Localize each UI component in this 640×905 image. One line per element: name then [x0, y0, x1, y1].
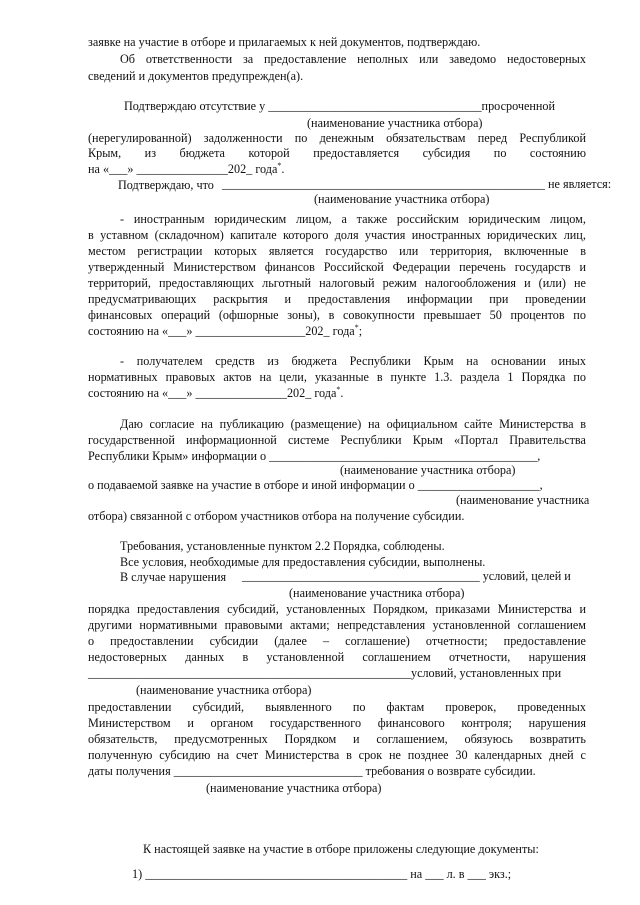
word: (или) — [538, 276, 566, 290]
field-caption: (наименование участника отбора) — [314, 192, 490, 206]
word: льготный — [262, 276, 311, 290]
word: выявленного — [265, 700, 332, 714]
word: которых — [214, 244, 258, 258]
word: по — [573, 308, 586, 322]
word: предоставления — [137, 602, 220, 616]
word: предоставление — [503, 634, 586, 648]
word: субсидия — [422, 146, 471, 160]
word: Российской — [323, 260, 384, 274]
text-line — [120, 354, 586, 369]
word: публикацию — [219, 417, 284, 431]
word: 1 — [507, 370, 514, 384]
word: субсидий, — [192, 700, 245, 714]
word: не — [389, 748, 401, 762]
word: информации — [406, 292, 473, 306]
text-line: _______________________________________ условий, целей и — [242, 569, 571, 583]
word: полученную — [88, 748, 153, 762]
text-line — [120, 212, 586, 227]
word: задолженности — [203, 131, 283, 145]
word: проведенных — [517, 700, 586, 714]
word: юридическим — [468, 212, 541, 226]
text-line — [88, 634, 586, 649]
word: совокупности — [342, 308, 415, 322]
word: цели, — [279, 370, 307, 384]
word: при — [489, 292, 509, 306]
word: нарушения — [528, 716, 586, 730]
word: нормативных — [88, 370, 158, 384]
word: по — [294, 131, 308, 145]
word: соглашением, — [376, 732, 448, 746]
word: проведении — [525, 292, 586, 306]
text-line — [88, 370, 586, 385]
word: в — [242, 650, 249, 664]
word: календарных — [474, 748, 543, 762]
word: на — [259, 370, 272, 384]
word: перечень — [459, 260, 506, 274]
word: является — [268, 244, 314, 258]
word: другими — [88, 618, 132, 632]
word: включенные — [503, 244, 569, 258]
text-line — [88, 602, 586, 617]
word: и — [187, 716, 194, 730]
word: «Портал — [454, 433, 499, 447]
word: пункте — [390, 370, 427, 384]
word: режим — [382, 276, 417, 290]
word: в — [328, 308, 335, 322]
text-line: К настоящей заявке на участие в отборе приложены следующие документы: — [143, 842, 539, 856]
word: информационной — [186, 433, 277, 447]
word: в — [346, 748, 352, 762]
word: за — [242, 52, 254, 66]
word: отчетности, — [449, 650, 511, 664]
text-line — [88, 716, 586, 731]
word: которой — [248, 146, 290, 160]
word: актами; — [289, 618, 330, 632]
text-line — [88, 244, 586, 259]
word: Об — [120, 52, 136, 66]
word: состоянию — [529, 146, 586, 160]
word: Министерством — [173, 260, 256, 274]
word: по — [352, 700, 366, 714]
word: нормативными — [139, 618, 218, 632]
field-caption: (наименование участника отбора) — [340, 463, 516, 477]
word: Крым — [412, 433, 443, 447]
word: не — [573, 276, 586, 290]
word: указанные — [314, 370, 369, 384]
word: основании — [490, 354, 546, 368]
word: субсидии — [209, 634, 259, 648]
word: также — [356, 212, 388, 226]
word: процентов — [510, 308, 565, 322]
word: иных — [558, 354, 586, 368]
field-caption: (наименование участника отбора) — [307, 116, 483, 130]
text-line — [88, 650, 586, 665]
word: на — [367, 417, 380, 431]
word: недостоверных — [506, 52, 586, 66]
word: государств — [514, 260, 571, 274]
word: налогообложения — [424, 276, 517, 290]
word: счет — [236, 748, 259, 762]
word: системе — [288, 433, 330, 447]
text-line — [88, 146, 586, 161]
text-line — [120, 52, 586, 67]
word: о — [88, 634, 95, 648]
text-line — [88, 732, 586, 747]
word: Министерства — [497, 602, 572, 616]
word: иностранным — [133, 212, 205, 226]
word: капитале — [230, 228, 277, 242]
word: и — [353, 732, 360, 746]
word: государственной — [88, 433, 175, 447]
word: финансов — [264, 260, 315, 274]
word: правовых — [165, 370, 216, 384]
word: и — [524, 276, 531, 290]
word: в — [88, 228, 94, 242]
word: отчетности; — [425, 634, 488, 648]
word: непредставления — [337, 618, 426, 632]
text-line: состоянию на «___» __________________202_ года*; — [88, 322, 363, 338]
text-line: 1) ___________________________________________ на ___ л. в ___ экз.; — [132, 867, 512, 881]
word: официальном — [386, 417, 458, 431]
word: порядка — [88, 602, 130, 616]
word: и — [579, 602, 586, 616]
text-line — [88, 260, 586, 275]
word: Министерством — [88, 716, 171, 730]
text-line: Подтверждаю отсутствие у ___________________________________просроченной — [124, 99, 556, 113]
text-line: В случае нарушения — [120, 570, 227, 584]
word: органом — [210, 716, 254, 730]
word: перед — [477, 131, 508, 145]
word: срок — [358, 748, 383, 762]
word: Крым — [423, 354, 454, 368]
word: предоставляется — [313, 146, 400, 160]
word: по — [573, 370, 586, 384]
word: предоставлении — [110, 634, 194, 648]
text-line: сведений и документов предупрежден(а). — [88, 69, 304, 83]
word: налоговый — [319, 276, 375, 290]
word: доля — [334, 228, 359, 242]
word: регистрации — [137, 244, 203, 258]
text-line: Требования, установленные пунктом 2.2 Порядка, соблюдены. — [120, 539, 445, 553]
word: юридических — [487, 228, 558, 242]
word: участия — [364, 228, 406, 242]
word: данных — [185, 650, 225, 664]
word: средств — [215, 354, 255, 368]
word: (складочном) — [154, 228, 224, 242]
word: зоны), — [287, 308, 320, 322]
word: заведомо — [449, 52, 497, 66]
text-line — [120, 417, 586, 432]
word: неполных — [357, 52, 409, 66]
word: сайте — [464, 417, 493, 431]
word: финансовых — [88, 308, 153, 322]
word: предусмотренных — [174, 732, 268, 746]
word: проверок, — [445, 700, 497, 714]
word: а — [341, 212, 347, 226]
word: 1.3. — [434, 370, 453, 384]
word: по — [493, 146, 507, 160]
field-caption: (наименование участника отбора) — [136, 683, 312, 697]
word: субсидию — [159, 748, 211, 762]
word: государственного — [269, 716, 362, 730]
word: приказами — [435, 602, 491, 616]
text-line — [88, 700, 586, 715]
field-caption: (наименование участника — [456, 493, 590, 507]
word: соглашением — [362, 650, 431, 664]
word: соглашением — [517, 618, 586, 632]
text-line — [88, 228, 586, 243]
word: Республики — [340, 433, 402, 447]
text-line: заявке на участие в отборе и прилагаемых к ней документов, подтверждаю. — [88, 35, 481, 49]
word: Республики — [349, 354, 411, 368]
word: Республикой — [519, 131, 586, 145]
word: в — [580, 417, 586, 431]
word: Порядком, — [373, 602, 428, 616]
text-line — [88, 433, 586, 448]
word: Даю — [120, 417, 143, 431]
word: лицом, — [550, 212, 586, 226]
word: Порядка — [521, 370, 566, 384]
text-line: даты получения _______________________________ требования о возврате субсидии. — [88, 764, 536, 778]
text-line: отбора) связанной с отбором участников отбора на получение субсидии. — [88, 509, 465, 523]
word: дней — [549, 748, 574, 762]
word: установленной — [432, 618, 511, 632]
text-line: Все условия, необходимые для предоставления субсидии, выполнены. — [120, 555, 486, 569]
text-line: _____________________________________________________ не является: — [222, 177, 612, 191]
word: предоставляющих — [158, 276, 255, 290]
text-line — [88, 131, 586, 146]
word: предоставлении — [88, 700, 172, 714]
word: из — [144, 146, 157, 160]
word: местом — [88, 244, 126, 258]
word: денежным — [319, 131, 374, 145]
word: фактам — [386, 700, 425, 714]
word: предоставления — [307, 292, 391, 306]
word: возвратить — [529, 732, 586, 746]
word: Федерации — [392, 260, 451, 274]
word: на — [466, 354, 479, 368]
word: предусматривающих — [88, 292, 197, 306]
word: установленных — [286, 602, 366, 616]
word: позднее — [407, 748, 449, 762]
word: в — [580, 244, 586, 258]
text-line: о подаваемой заявке на участие в отборе и иной информации о ____________________, — [88, 478, 543, 492]
text-line: _____________________________________________________условий, установленных при — [88, 666, 562, 680]
word: из — [267, 354, 279, 368]
word: Министерства — [499, 417, 574, 431]
text-line — [88, 292, 586, 307]
word: субсидий, — [227, 602, 279, 616]
text-line: Подтверждаю, что — [118, 178, 214, 192]
word: и — [284, 292, 292, 306]
word: 50 — [489, 308, 502, 322]
word: юридическим — [214, 212, 287, 226]
word: с — [580, 748, 586, 762]
word: актов — [223, 370, 252, 384]
word: территорий, — [88, 276, 151, 290]
word: установленной — [266, 650, 345, 664]
word: 30 — [455, 748, 468, 762]
word: обязуюсь — [464, 732, 513, 746]
word: или — [399, 244, 419, 258]
word: получателем — [136, 354, 203, 368]
text-line: Республики Крым» информации о ____________________________________________, — [88, 449, 541, 463]
word: раскрытия — [213, 292, 268, 306]
word: российским — [396, 212, 459, 226]
word: на — [217, 748, 230, 762]
word: контроля; — [461, 716, 512, 730]
word: - — [120, 354, 125, 368]
word: обязательств, — [88, 732, 158, 746]
text-line: на «___» _______________202_ года*. — [88, 160, 285, 176]
text-line — [88, 618, 586, 633]
word: которого — [282, 228, 329, 242]
word: (офшорные — [218, 308, 279, 322]
word: Порядком — [284, 732, 337, 746]
word: иностранных — [411, 228, 481, 242]
word: территория, — [430, 244, 493, 258]
text-line: состоянию на «___» _______________202_ года*. — [88, 384, 344, 400]
word: в — [376, 370, 383, 384]
word: превышает — [423, 308, 481, 322]
word: (далее — [274, 634, 307, 648]
word: ответственности — [145, 52, 233, 66]
text-line — [88, 276, 586, 291]
word: на — [200, 417, 213, 431]
word: (размещение) — [290, 417, 362, 431]
field-caption: (наименование участника отбора) — [289, 586, 465, 600]
word: бюджета — [291, 354, 337, 368]
word: лицом, — [295, 212, 332, 226]
text-line — [88, 748, 586, 763]
word: финансового — [377, 716, 445, 730]
word: Правительства — [509, 433, 586, 447]
word: и — [579, 260, 586, 274]
word: соглашение) — [345, 634, 410, 648]
word: операций — [161, 308, 211, 322]
word: бюджета — [179, 146, 225, 160]
word: недостоверных — [88, 650, 168, 664]
word: правовыми — [224, 618, 283, 632]
text-line — [88, 308, 586, 323]
field-caption: (наименование участника отбора) — [206, 781, 382, 795]
word: - — [120, 212, 125, 226]
word: Министерства — [264, 748, 340, 762]
word: или — [419, 52, 439, 66]
word: (нерегулированной) — [88, 131, 192, 145]
word: раздела — [460, 370, 500, 384]
word: лиц, — [563, 228, 586, 242]
word: – — [323, 634, 330, 648]
word: обязательствам — [386, 131, 466, 145]
word: согласие — [149, 417, 195, 431]
word: государство — [325, 244, 388, 258]
word: уставном — [100, 228, 149, 242]
word: утвержденный — [88, 260, 165, 274]
word: предоставление — [264, 52, 347, 66]
word: Крым, — [88, 146, 122, 160]
word: нарушения — [528, 650, 586, 664]
